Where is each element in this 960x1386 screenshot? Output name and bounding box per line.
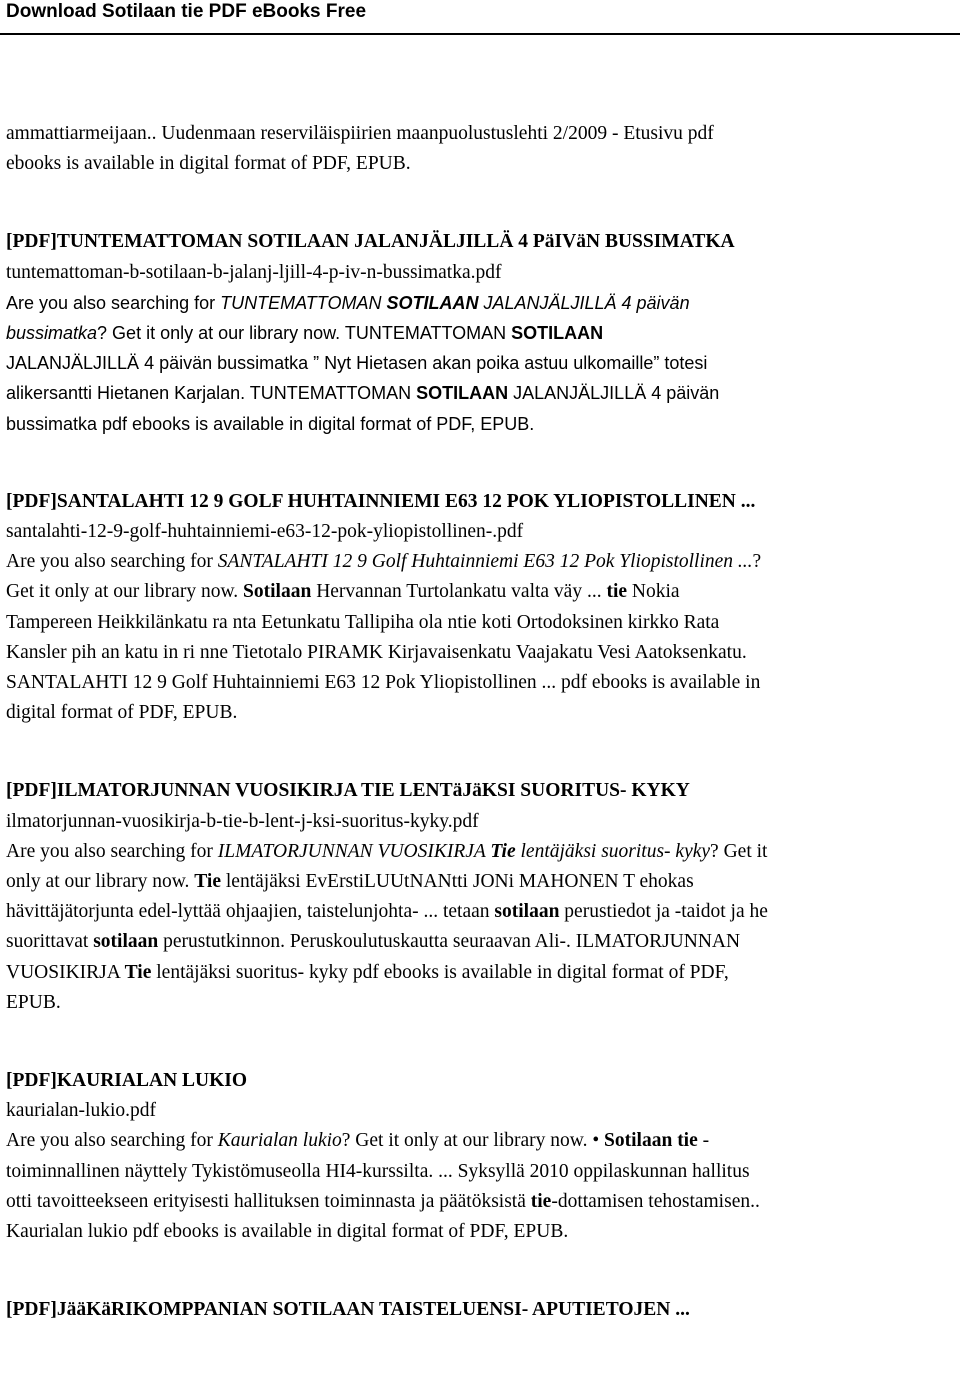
entry-title[interactable]: [PDF]KAURIALAN LUKIO xyxy=(6,1070,248,1092)
entry-body-line xyxy=(6,867,954,897)
search-term: bussimatka xyxy=(6,323,98,344)
entry-title[interactable]: [PDF]JääKäRIKOMPPANIAN SOTILAAN TAISTELUENSI- APUTIETOJEN ... xyxy=(6,1299,690,1321)
search-prefix: Are you also searching for xyxy=(6,1130,218,1152)
page-header xyxy=(0,0,960,33)
entry-title[interactable]: [PDF]TUNTEMATTOMAN SOTILAAN JALANJÄLJILLÄ 4 PäIVäN BUSSIMATKA xyxy=(6,231,735,253)
entry-body-line xyxy=(6,378,954,408)
search-term: lentäjäksi suoritus- kyky xyxy=(515,840,711,862)
search-term: Kaurialan lukio xyxy=(217,1130,342,1152)
body-text: Hervannan Turtolankatu valta väy ... xyxy=(311,581,607,603)
document-content xyxy=(0,119,960,1326)
search-term: JALANJÄLJILLÄ 4 päivän xyxy=(478,292,690,313)
body-text: Nokia xyxy=(627,581,680,603)
header-divider xyxy=(0,33,960,35)
entry-filename: santalahti-12-9-golf-huhtainniemi-e63-12-pok-yliopistollinen-.pdf xyxy=(6,521,524,543)
intro-line: ebooks is available in digital format of PDF, EPUB. xyxy=(6,153,411,175)
entry-body-line xyxy=(6,577,954,607)
entry-body-line: JALANJÄLJILLÄ 4 päivän bussimatka ” Nyt Hietasen akan poika astuu ulkomaille” totesi xyxy=(6,353,708,374)
entry-jaakarikomppanian xyxy=(6,1295,954,1325)
entry-search-line xyxy=(6,547,954,577)
search-suffix: ? Get it only at our library now. TUNTEMATTOMAN xyxy=(97,323,512,344)
body-text: only at our library now. xyxy=(6,871,195,893)
search-suffix: ? Get it only at our library now. • xyxy=(341,1130,605,1152)
body-text: hävittäjätorjunta edel-lyttää ohjaajien, taistelunjohta- ... tetaan xyxy=(6,901,495,923)
entry-search-line xyxy=(6,318,954,348)
keyword: Sotilaan tie xyxy=(604,1130,698,1152)
keyword: sotilaan xyxy=(494,901,560,923)
entry-search-line xyxy=(6,1126,954,1156)
header-title: Download Sotilaan tie PDF eBooks Free xyxy=(6,1,367,22)
entry-santalahti xyxy=(6,487,954,729)
entry-tuntemattoman xyxy=(6,227,954,438)
entry-search-line xyxy=(6,837,954,867)
entry-body-line: Kaurialan lukio pdf ebooks is available in digital format of PDF, EPUB. xyxy=(6,1221,569,1243)
entry-body-line: Kansler pih an katu in ri nne Tietotalo PIRAMK Kirjavaisenkatu Vaajakatu Vesi Aatoksenkatu. xyxy=(6,641,747,663)
body-text: otti tavoitteekseen erityisesti hallituksen toiminnasta ja päätöksistä xyxy=(6,1190,531,1212)
keyword: Tie xyxy=(124,961,152,983)
body-text: JALANJÄLJILLÄ 4 päivän xyxy=(508,383,720,404)
body-text: lentäjäksi EvErstiLUUtNANtti JONi MAHONEN T ehokas xyxy=(221,871,694,893)
entry-body-line: digital format of PDF, EPUB. xyxy=(6,702,238,724)
intro-section xyxy=(6,119,954,179)
search-prefix: Are you also searching for xyxy=(6,292,221,313)
body-text: alikersantti Hietanen Karjalan. TUNTEMATTOMAN xyxy=(6,383,417,404)
search-suffix: ? Get it xyxy=(710,840,768,862)
entry-body-line xyxy=(6,1187,954,1217)
keyword: Tie xyxy=(194,871,222,893)
search-term: TUNTEMATTOMAN xyxy=(220,292,387,313)
entry-filename: ilmatorjunnan-vuosikirja-b-tie-b-lent-j-ksi-suoritus-kyky.pdf xyxy=(6,810,479,832)
entry-ilmatorjunnan xyxy=(6,776,954,1018)
search-keyword: SOTILAAN xyxy=(386,292,479,313)
entry-body-line: bussimatka pdf ebooks is available in digital format of PDF, EPUB. xyxy=(6,413,535,434)
entry-filename: kaurialan-lukio.pdf xyxy=(6,1100,156,1122)
entry-search-line xyxy=(6,288,954,318)
search-suffix: ? xyxy=(752,551,762,573)
body-text: VUOSIKIRJA xyxy=(6,961,125,983)
search-term: ILMATORJUNNAN VUOSIKIRJA xyxy=(217,840,491,862)
entry-body-line: SANTALAHTI 12 9 Golf Huhtainniemi E63 12 Pok Yliopistollinen ... pdf ebooks is available in xyxy=(6,672,761,694)
keyword: SOTILAAN xyxy=(416,383,509,404)
keyword: tie xyxy=(530,1190,552,1212)
search-keyword: Tie xyxy=(490,840,516,862)
entry-body-line: toiminnallinen näyttely Tykistömuseolla HI4-kurssilta. ... Syksyllä 2010 oppilaskunnan hallitus xyxy=(6,1160,750,1182)
body-text: lentäjäksi suoritus- kyky pdf ebooks is available in digital format of PDF, xyxy=(151,961,729,983)
intro-line: ammattiarmeijaan.. Uudenmaan reserviläispiirien maanpuolustuslehti 2/2009 - Etusivu pdf xyxy=(6,123,714,144)
keyword: tie xyxy=(606,581,628,603)
search-prefix: Are you also searching for xyxy=(6,551,218,573)
entry-title[interactable]: [PDF]SANTALAHTI 12 9 GOLF HUHTAINNIEMI E63 12 POK YLIOPISTOLLINEN ... xyxy=(6,490,756,512)
keyword: Sotilaan xyxy=(243,581,312,603)
body-text: -dottamisen tehostamisen.. xyxy=(551,1190,760,1212)
search-prefix: Are you also searching for xyxy=(6,840,218,862)
entry-filename: tuntemattoman-b-sotilaan-b-jalanj-ljill-4-p-iv-n-bussimatka.pdf xyxy=(6,261,502,283)
search-term: SANTALAHTI 12 9 Golf Huhtainniemi E63 12 Pok Yliopistollinen ... xyxy=(217,551,753,573)
keyword: sotilaan xyxy=(93,931,159,953)
entry-kaurialan xyxy=(6,1066,954,1247)
entry-body-line xyxy=(6,958,954,988)
body-text: Get it only at our library now. xyxy=(6,581,244,603)
entry-body-line xyxy=(6,897,954,927)
body-text: perustutkinnon. Peruskoulutuskautta seuraavan Ali-. ILMATORJUNNAN xyxy=(158,931,741,953)
body-text: suorittavat xyxy=(6,931,94,953)
body-text: - xyxy=(697,1130,710,1152)
keyword: SOTILAAN xyxy=(511,323,604,344)
entry-title[interactable]: [PDF]ILMATORJUNNAN VUOSIKIRJA TIE LENTäJäKSI SUORITUS- KYKY xyxy=(6,780,690,802)
entry-body-line xyxy=(6,927,954,957)
entry-body-line: EPUB. xyxy=(6,991,61,1013)
body-text: perustiedot ja -taidot ja he xyxy=(559,901,768,923)
entry-body-line: Tampereen Heikkilänkatu ra nta Eetunkatu Tallipiha ola ntie koti Ortodoksinen kirkko Rata xyxy=(6,611,720,633)
